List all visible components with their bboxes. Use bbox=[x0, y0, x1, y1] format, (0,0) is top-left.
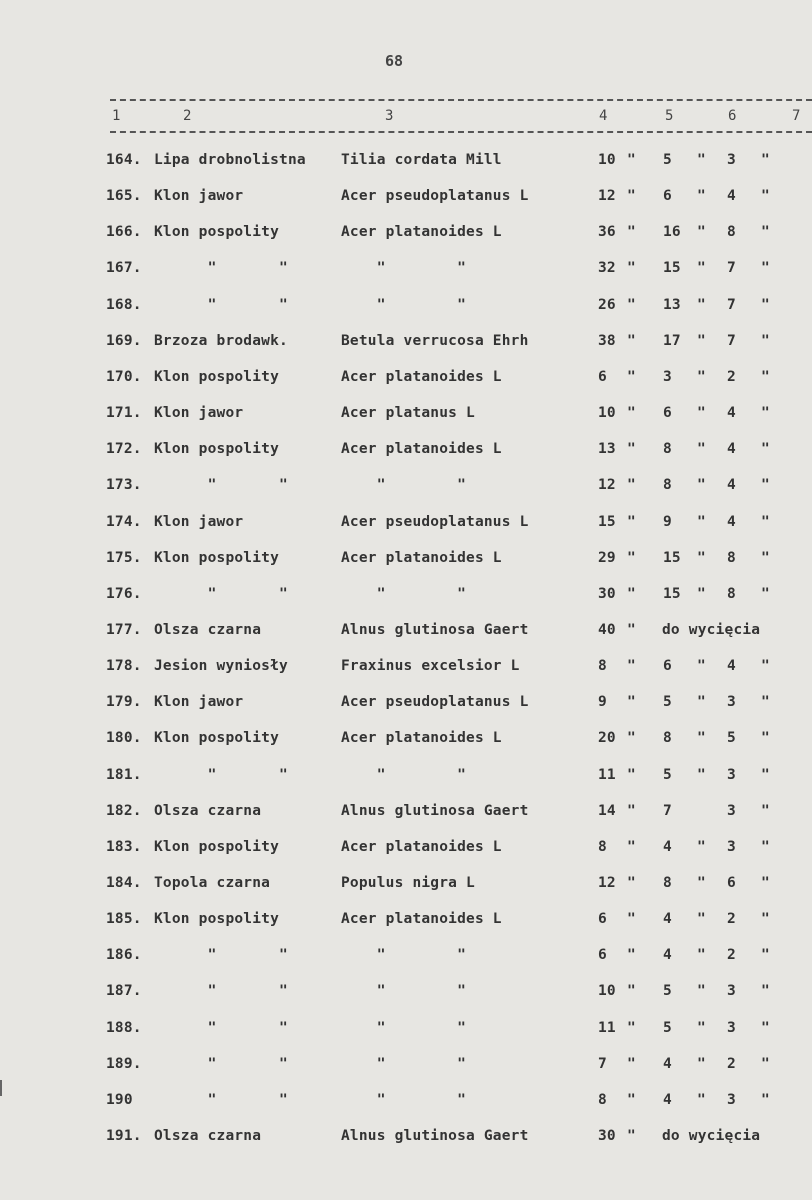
diameter-value: 11 bbox=[598, 767, 616, 783]
latin-name: Acer pseudoplatanus L bbox=[341, 514, 529, 530]
diameter-ditto: " bbox=[627, 911, 636, 927]
crown-ditto: " bbox=[761, 260, 770, 276]
latin-name: " " bbox=[341, 947, 467, 963]
height-ditto: " bbox=[697, 1020, 706, 1036]
crown-value: 3 bbox=[727, 983, 736, 999]
table-row bbox=[0, 405, 812, 429]
crown-ditto: " bbox=[761, 152, 770, 168]
latin-name: " " bbox=[341, 260, 467, 276]
height-value: 6 bbox=[663, 658, 672, 674]
row-number: 172. bbox=[106, 441, 142, 457]
table-row bbox=[0, 658, 812, 682]
diameter-value: 14 bbox=[598, 803, 616, 819]
height-ditto: " bbox=[697, 730, 706, 746]
latin-name: " " bbox=[341, 983, 467, 999]
crown-value: 3 bbox=[727, 1020, 736, 1036]
diameter-ditto: " bbox=[627, 333, 636, 349]
crown-ditto: " bbox=[761, 441, 770, 457]
polish-name: Klon pospolity bbox=[154, 441, 280, 457]
height-value: 5 bbox=[663, 1020, 672, 1036]
polish-name: " " bbox=[154, 947, 288, 963]
crown-ditto: " bbox=[761, 947, 770, 963]
height-ditto: " bbox=[697, 658, 706, 674]
diameter-ditto: " bbox=[627, 152, 636, 168]
diameter-value: 12 bbox=[598, 875, 616, 891]
height-ditto: " bbox=[697, 477, 706, 493]
latin-name: Acer platanoides L bbox=[341, 839, 502, 855]
table-row bbox=[0, 333, 812, 357]
crown-ditto: " bbox=[761, 333, 770, 349]
latin-name: Acer platanoides L bbox=[341, 441, 502, 457]
height-value: 5 bbox=[663, 983, 672, 999]
height-value: 15 bbox=[663, 260, 681, 276]
height-ditto: " bbox=[697, 586, 706, 602]
row-number: 174. bbox=[106, 514, 142, 530]
row-number: 168. bbox=[106, 297, 142, 313]
crown-value: 3 bbox=[727, 1092, 736, 1108]
row-number: 182. bbox=[106, 803, 142, 819]
row-number: 164. bbox=[106, 152, 142, 168]
diameter-value: 9 bbox=[598, 694, 607, 710]
height-value: 7 bbox=[663, 803, 672, 819]
row-number: 165. bbox=[106, 188, 142, 204]
polish-name: Brzoza brodawk. bbox=[154, 333, 288, 349]
height-value: 8 bbox=[663, 875, 672, 891]
crown-ditto: " bbox=[761, 983, 770, 999]
crown-value: 2 bbox=[727, 1056, 736, 1072]
table-row bbox=[0, 1020, 812, 1044]
row-number: 166. bbox=[106, 224, 142, 240]
diameter-ditto: " bbox=[627, 586, 636, 602]
column-header-5: 5 bbox=[665, 108, 674, 124]
latin-name: " " bbox=[341, 297, 467, 313]
table-row bbox=[0, 947, 812, 971]
diameter-value: 11 bbox=[598, 1020, 616, 1036]
height-value: 5 bbox=[663, 152, 672, 168]
diameter-ditto: " bbox=[627, 875, 636, 891]
diameter-ditto: " bbox=[627, 297, 636, 313]
height-value: 3 bbox=[663, 369, 672, 385]
polish-name: " " bbox=[154, 477, 288, 493]
diameter-value: 12 bbox=[598, 188, 616, 204]
crown-value: 7 bbox=[727, 333, 736, 349]
height-ditto: " bbox=[697, 224, 706, 240]
crown-value: 4 bbox=[727, 477, 736, 493]
crown-value: 7 bbox=[727, 297, 736, 313]
height-ditto: " bbox=[697, 514, 706, 530]
row-number: 169. bbox=[106, 333, 142, 349]
height-ditto: " bbox=[697, 333, 706, 349]
crown-value: 5 bbox=[727, 730, 736, 746]
diameter-ditto: " bbox=[627, 730, 636, 746]
polish-name: Klon jawor bbox=[154, 188, 244, 204]
height-value: 4 bbox=[663, 947, 672, 963]
row-number: 177. bbox=[106, 622, 142, 638]
crown-value: 2 bbox=[727, 947, 736, 963]
polish-name: " " bbox=[154, 297, 288, 313]
height-ditto: " bbox=[697, 1056, 706, 1072]
crown-ditto: " bbox=[761, 911, 770, 927]
polish-name: " " bbox=[154, 767, 288, 783]
height-ditto: " bbox=[697, 983, 706, 999]
crown-value: 4 bbox=[727, 514, 736, 530]
crown-value: 8 bbox=[727, 224, 736, 240]
table-row bbox=[0, 550, 812, 574]
latin-name: Acer platanoides L bbox=[341, 730, 502, 746]
diameter-value: 6 bbox=[598, 369, 607, 385]
crown-ditto: " bbox=[761, 875, 770, 891]
diameter-value: 12 bbox=[598, 477, 616, 493]
latin-name: Betula verrucosa Ehrh bbox=[341, 333, 529, 349]
latin-name: Alnus glutinosa Gaert bbox=[341, 803, 529, 819]
column-header-4: 4 bbox=[599, 108, 608, 124]
table-row bbox=[0, 767, 812, 791]
diameter-value: 8 bbox=[598, 1092, 607, 1108]
table-row bbox=[0, 152, 812, 176]
crown-value: 4 bbox=[727, 405, 736, 421]
row-number: 187. bbox=[106, 983, 142, 999]
diameter-ditto: " bbox=[627, 1056, 636, 1072]
polish-name: " " bbox=[154, 1092, 288, 1108]
latin-name: " " bbox=[341, 586, 467, 602]
height-value: 16 bbox=[663, 224, 681, 240]
polish-name: Jesion wyniosły bbox=[154, 658, 288, 674]
diameter-value: 10 bbox=[598, 983, 616, 999]
latin-name: " " bbox=[341, 477, 467, 493]
crown-value: 3 bbox=[727, 694, 736, 710]
table-row bbox=[0, 839, 812, 863]
height-value: 4 bbox=[663, 911, 672, 927]
table-row bbox=[0, 297, 812, 321]
diameter-value: 13 bbox=[598, 441, 616, 457]
crown-ditto: " bbox=[761, 694, 770, 710]
row-number: 175. bbox=[106, 550, 142, 566]
height-ditto: " bbox=[697, 405, 706, 421]
latin-name: Acer pseudoplatanus L bbox=[341, 188, 529, 204]
crown-value: 8 bbox=[727, 586, 736, 602]
height-ditto: " bbox=[697, 911, 706, 927]
polish-name: Klon jawor bbox=[154, 405, 244, 421]
diameter-value: 38 bbox=[598, 333, 616, 349]
row-number: 188. bbox=[106, 1020, 142, 1036]
height-ditto: " bbox=[697, 369, 706, 385]
latin-name: Acer platanus L bbox=[341, 405, 475, 421]
crown-value: 8 bbox=[727, 550, 736, 566]
crown-ditto: " bbox=[761, 803, 770, 819]
table-row bbox=[0, 622, 812, 646]
table-row bbox=[0, 477, 812, 501]
height-ditto: " bbox=[697, 839, 706, 855]
crown-ditto: " bbox=[761, 369, 770, 385]
diameter-value: 26 bbox=[598, 297, 616, 313]
row-number: 185. bbox=[106, 911, 142, 927]
height-value: 6 bbox=[663, 405, 672, 421]
crown-value: 6 bbox=[727, 875, 736, 891]
table-row bbox=[0, 730, 812, 754]
table-row bbox=[0, 441, 812, 465]
crown-value: 3 bbox=[727, 803, 736, 819]
table-row bbox=[0, 911, 812, 935]
table-row bbox=[0, 803, 812, 827]
crown-value: 2 bbox=[727, 369, 736, 385]
page-edge-mark bbox=[0, 1080, 2, 1096]
height-value: 8 bbox=[663, 441, 672, 457]
latin-name: Acer platanoides L bbox=[341, 550, 502, 566]
row-number: 178. bbox=[106, 658, 142, 674]
table-row bbox=[0, 1092, 812, 1116]
crown-ditto: " bbox=[761, 188, 770, 204]
table-row bbox=[0, 369, 812, 393]
crown-value: 3 bbox=[727, 767, 736, 783]
diameter-ditto: " bbox=[627, 947, 636, 963]
row-number: 170. bbox=[106, 369, 142, 385]
crown-value: 3 bbox=[727, 839, 736, 855]
row-number: 190 bbox=[106, 1092, 133, 1108]
diameter-ditto: " bbox=[627, 694, 636, 710]
latin-name: Acer platanoides L bbox=[341, 224, 502, 240]
crown-ditto: " bbox=[761, 1020, 770, 1036]
crown-ditto: " bbox=[761, 658, 770, 674]
table-row bbox=[0, 260, 812, 284]
header-rule-top bbox=[110, 99, 812, 101]
diameter-ditto: " bbox=[627, 658, 636, 674]
polish-name: Klon pospolity bbox=[154, 911, 280, 927]
height-value: 17 bbox=[663, 333, 681, 349]
crown-value: 4 bbox=[727, 658, 736, 674]
polish-name: Klon pospolity bbox=[154, 550, 280, 566]
table-row bbox=[0, 694, 812, 718]
polish-name: Topola czarna bbox=[154, 875, 271, 891]
height-ditto: " bbox=[697, 297, 706, 313]
crown-ditto: " bbox=[761, 550, 770, 566]
height-value: 15 bbox=[663, 550, 681, 566]
header-rule-bottom bbox=[110, 131, 812, 133]
diameter-value: 10 bbox=[598, 405, 616, 421]
diameter-ditto: " bbox=[627, 224, 636, 240]
column-header-7: 7 bbox=[792, 108, 801, 124]
diameter-value: 8 bbox=[598, 839, 607, 855]
latin-name: Tilia cordata Mill bbox=[341, 152, 502, 168]
polish-name: Olsza czarna bbox=[154, 622, 262, 638]
latin-name: " " bbox=[341, 1092, 467, 1108]
diameter-ditto: " bbox=[627, 622, 636, 638]
crown-ditto: " bbox=[761, 730, 770, 746]
row-number: 189. bbox=[106, 1056, 142, 1072]
latin-name: Fraxinus excelsior L bbox=[341, 658, 520, 674]
column-header-3: 3 bbox=[385, 108, 394, 124]
table-row bbox=[0, 983, 812, 1007]
height-ditto: " bbox=[697, 260, 706, 276]
diameter-ditto: " bbox=[627, 441, 636, 457]
polish-name: Klon pospolity bbox=[154, 224, 280, 240]
diameter-value: 10 bbox=[598, 152, 616, 168]
crown-value: 2 bbox=[727, 911, 736, 927]
polish-name: " " bbox=[154, 586, 288, 602]
table-row bbox=[0, 1056, 812, 1080]
diameter-value: 6 bbox=[598, 911, 607, 927]
crown-value: 4 bbox=[727, 441, 736, 457]
height-value: 6 bbox=[663, 188, 672, 204]
diameter-ditto: " bbox=[627, 839, 636, 855]
diameter-ditto: " bbox=[627, 188, 636, 204]
row-number: 167. bbox=[106, 260, 142, 276]
table-row bbox=[0, 514, 812, 538]
row-number: 181. bbox=[106, 767, 142, 783]
diameter-ditto: " bbox=[627, 369, 636, 385]
diameter-ditto: " bbox=[627, 477, 636, 493]
latin-name: Acer pseudoplatanus L bbox=[341, 694, 529, 710]
row-number: 191. bbox=[106, 1128, 142, 1144]
height-value: 8 bbox=[663, 730, 672, 746]
table-row bbox=[0, 586, 812, 610]
row-number: 173. bbox=[106, 477, 142, 493]
crown-ditto: " bbox=[761, 477, 770, 493]
latin-name: " " bbox=[341, 1056, 467, 1072]
polish-name: " " bbox=[154, 1056, 288, 1072]
diameter-ditto: " bbox=[627, 1092, 636, 1108]
crown-ditto: " bbox=[761, 1092, 770, 1108]
crown-ditto: " bbox=[761, 405, 770, 421]
diameter-ditto: " bbox=[627, 1128, 636, 1144]
polish-name: " " bbox=[154, 983, 288, 999]
diameter-value: 7 bbox=[598, 1056, 607, 1072]
page-number: 68 bbox=[385, 52, 404, 70]
polish-name: Klon pospolity bbox=[154, 730, 280, 746]
height-ditto: " bbox=[697, 441, 706, 457]
diameter-value: 30 bbox=[598, 586, 616, 602]
crown-ditto: " bbox=[761, 586, 770, 602]
polish-name: Lipa drobnolistna bbox=[154, 152, 306, 168]
table-row bbox=[0, 875, 812, 899]
diameter-value: 40 bbox=[598, 622, 616, 638]
polish-name: Olsza czarna bbox=[154, 1128, 262, 1144]
polish-name: Olsza czarna bbox=[154, 803, 262, 819]
height-value: 4 bbox=[663, 1092, 672, 1108]
table-row bbox=[0, 188, 812, 212]
height-value: 4 bbox=[663, 1056, 672, 1072]
polish-name: Klon pospolity bbox=[154, 369, 280, 385]
diameter-value: 6 bbox=[598, 947, 607, 963]
crown-ditto: " bbox=[761, 767, 770, 783]
crown-ditto: " bbox=[761, 224, 770, 240]
diameter-ditto: " bbox=[627, 260, 636, 276]
row-number: 179. bbox=[106, 694, 142, 710]
diameter-ditto: " bbox=[627, 1020, 636, 1036]
diameter-ditto: " bbox=[627, 514, 636, 530]
diameter-ditto: " bbox=[627, 803, 636, 819]
latin-name: Acer platanoides L bbox=[341, 911, 502, 927]
latin-name: Alnus glutinosa Gaert bbox=[341, 1128, 529, 1144]
row-number: 180. bbox=[106, 730, 142, 746]
height-ditto: " bbox=[697, 152, 706, 168]
column-header-2: 2 bbox=[183, 108, 192, 124]
latin-name: " " bbox=[341, 767, 467, 783]
diameter-ditto: " bbox=[627, 550, 636, 566]
table-row bbox=[0, 1128, 812, 1152]
height-ditto: " bbox=[697, 188, 706, 204]
polish-name: Klon jawor bbox=[154, 694, 244, 710]
diameter-value: 15 bbox=[598, 514, 616, 530]
height-ditto: " bbox=[697, 875, 706, 891]
diameter-value: 32 bbox=[598, 260, 616, 276]
polish-name: Klon jawor bbox=[154, 514, 244, 530]
height-value: 13 bbox=[663, 297, 681, 313]
polish-name: Klon pospolity bbox=[154, 839, 280, 855]
height-value: 9 bbox=[663, 514, 672, 530]
height-value: 15 bbox=[663, 586, 681, 602]
diameter-ditto: " bbox=[627, 983, 636, 999]
polish-name: " " bbox=[154, 1020, 288, 1036]
latin-name: " " bbox=[341, 1020, 467, 1036]
diameter-value: 30 bbox=[598, 1128, 616, 1144]
height-value: 5 bbox=[663, 694, 672, 710]
polish-name: " " bbox=[154, 260, 288, 276]
row-number: 171. bbox=[106, 405, 142, 421]
table-row bbox=[0, 224, 812, 248]
note: do wycięcia bbox=[662, 622, 761, 638]
height-value: 4 bbox=[663, 839, 672, 855]
column-header-6: 6 bbox=[728, 108, 737, 124]
height-ditto: " bbox=[697, 694, 706, 710]
row-number: 176. bbox=[106, 586, 142, 602]
height-value: 8 bbox=[663, 477, 672, 493]
column-header-1: 1 bbox=[112, 108, 121, 124]
crown-value: 7 bbox=[727, 260, 736, 276]
height-value: 5 bbox=[663, 767, 672, 783]
row-number: 183. bbox=[106, 839, 142, 855]
diameter-value: 8 bbox=[598, 658, 607, 674]
latin-name: Populus nigra L bbox=[341, 875, 475, 891]
crown-ditto: " bbox=[761, 839, 770, 855]
height-ditto: " bbox=[697, 767, 706, 783]
diameter-value: 36 bbox=[598, 224, 616, 240]
latin-name: Acer platanoides L bbox=[341, 369, 502, 385]
height-ditto: " bbox=[697, 947, 706, 963]
note: do wycięcia bbox=[662, 1128, 761, 1144]
crown-value: 4 bbox=[727, 188, 736, 204]
row-number: 186. bbox=[106, 947, 142, 963]
row-number: 184. bbox=[106, 875, 142, 891]
crown-ditto: " bbox=[761, 1056, 770, 1072]
crown-ditto: " bbox=[761, 514, 770, 530]
diameter-value: 29 bbox=[598, 550, 616, 566]
height-ditto: " bbox=[697, 1092, 706, 1108]
height-ditto: " bbox=[697, 550, 706, 566]
crown-value: 3 bbox=[727, 152, 736, 168]
diameter-ditto: " bbox=[627, 405, 636, 421]
crown-ditto: " bbox=[761, 297, 770, 313]
diameter-ditto: " bbox=[627, 767, 636, 783]
diameter-value: 20 bbox=[598, 730, 616, 746]
latin-name: Alnus glutinosa Gaert bbox=[341, 622, 529, 638]
